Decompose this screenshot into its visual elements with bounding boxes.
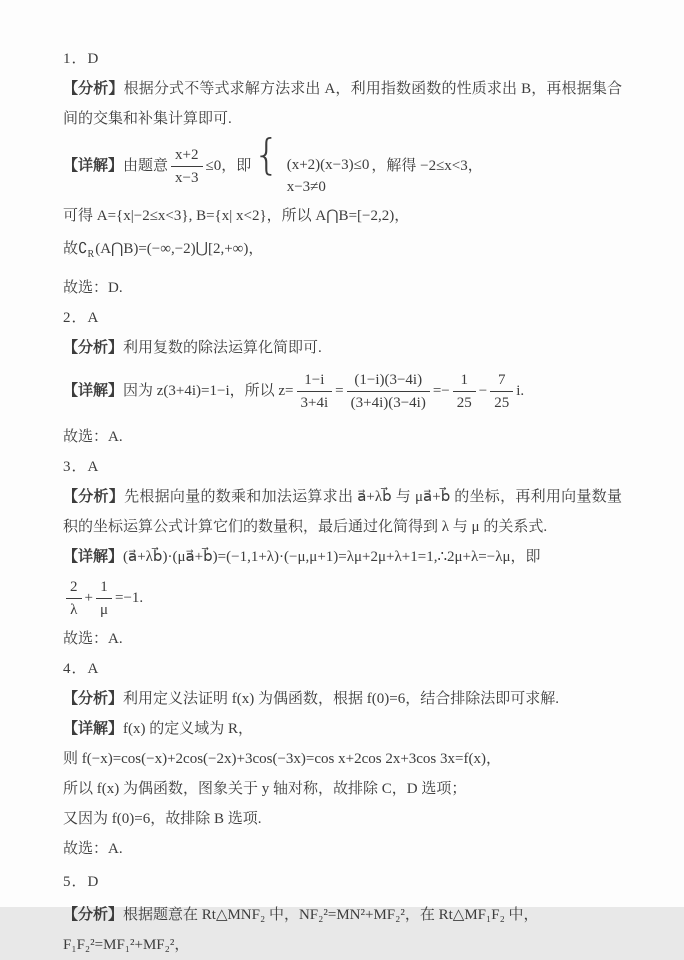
complement-subscript: R [87,249,95,260]
q3-fraction-result: =−1. [115,590,144,606]
q1-step-sets: 可得 A={x|−2≤x<3}, B={x| x<2}，所以 A⋂B=[−2,2)， [63,208,410,224]
equals-sign: = [335,383,344,399]
q4-conclusion: 故选：A. [63,841,123,857]
math-fraction [347,370,430,413]
detail-label: 【详解】 [63,721,124,737]
system-row-1: (x+2)(x−3)≤0 [286,157,370,173]
q2-detail-post: i. [516,383,525,399]
q3-conclusion: 故选：A. [63,631,123,647]
minus-sign: − [478,383,488,399]
q3-analysis-text: 先根据向量的数乘和加法运算求出 a⃗+λb⃗ 与 μa⃗+b⃗ 的坐标，再利用向量数量积的坐标运算公式计算它们的数量积，最后通过化简得到 λ 与 μ 的关系式. [63,489,622,535]
q4-analysis-text: 利用定义法证明 f(x) 为偶函数，根据 f(0)=6，结合排除法即可求解. [123,691,559,707]
q2-detail-formula [63,363,622,419]
q1-detail-post: ，解得 −2≤x<3， [371,158,483,174]
analysis-label: 【分析】 [63,81,124,97]
fraction-numerator: x+2 [171,145,202,167]
complement-prefix: 故∁ [63,241,88,257]
analysis-label: 【分析】 [63,907,124,923]
q1-conclusion: 故选：D. [63,280,123,296]
q1-analysis-text: 根据分式不等式求解方法求出 A，利用指数函数的性质求出 B，再根据集合间的交集和补集计算即可. [63,81,622,127]
q1-step-complement [63,234,622,270]
q2-conclusion: 故选：A. [63,429,123,445]
math-fraction [453,370,476,413]
q4-detail-even-check: 则 f(−x)=cos(−x)+2cos(−2x)+3cos(−3x)=cos x+2cos 2x+3cos 3x=f(x)， [63,751,501,767]
q4-detail1-text: f(x) 的定义域为 R， [123,721,254,737]
q1-analysis [63,74,622,134]
q1-detail-formula [63,130,622,198]
fraction-denominator: 3+4i [300,394,329,411]
fraction-denominator: x−3 [175,169,199,186]
fraction-denominator: (3+4i)(3−4i) [350,394,426,411]
q3-detail [63,542,622,572]
math-fraction [490,370,513,413]
equation-system [253,130,370,198]
q1-detail-mid: ≤0，即 [205,158,252,174]
analysis-label: 【分析】 [63,340,124,356]
fraction-numerator: (1−i)(3−4i) [347,370,430,392]
q3-detail-text: (a⃗+λb⃗)·(μa⃗+b⃗)=(−1,1+λ)·(−μ,μ+1)=λμ+2μ+λ+1=1,∴2μ+λ=−λμ，即 [123,549,541,565]
q1-number-answer: 1．D [63,51,100,67]
fraction-denominator: 25 [456,394,472,411]
q1-detail-pre: 由题意 [123,158,169,174]
equals-minus: =− [432,383,450,399]
detail-label: 【详解】 [63,549,124,565]
fraction-denominator: 25 [494,394,510,411]
detail-label: 【详解】 [63,383,124,399]
q4-number-answer: 4．A [63,661,100,677]
fraction-numerator: 1 [96,577,112,599]
q4-analysis [63,684,622,714]
system-rows [287,154,370,198]
q2-analysis-text: 利用复数的除法运算化简即可. [123,340,322,356]
fraction-numerator: 1 [453,370,476,392]
fraction-denominator: λ [70,601,78,618]
q3-analysis [63,482,622,542]
math-fraction [96,577,112,620]
q3-fraction-equation [63,572,622,624]
q5-analysis-text: 根据题意在 Rt△MNF₂ 中，NF₂²=MN²+MF₂²，在 Rt△MF₁F₂ 中，F₁F₂²=MF₁²+MF₂²， [63,907,539,953]
q4-detail-exclude-b: 又因为 f(0)=6，故排除 B 选项. [63,811,262,827]
analysis-label: 【分析】 [63,489,125,505]
fraction-denominator: μ [99,601,109,618]
left-brace: { [253,130,280,179]
q4-detail-symmetry: 所以 f(x) 为偶函数，图象关于 y 轴对称，故排除 C，D 选项； [63,781,467,797]
math-fraction [66,577,82,620]
fraction-numerator: 7 [490,370,513,392]
q2-number-answer: 2．A [63,310,100,326]
q2-detail-pre: 因为 z(3+4i)=1−i，所以 z= [123,383,294,399]
plus-sign: + [84,590,93,606]
q2-analysis [63,333,622,363]
complement-rest: (A⋂B)=(−∞,−2)⋃[2,+∞)， [95,241,264,257]
math-fraction [297,370,333,413]
q5-number-answer: 5．D [63,874,100,890]
fraction-numerator: 1−i [297,370,333,392]
q3-number-answer: 3．A [63,459,100,475]
fraction-numerator: 2 [66,577,82,599]
q5-analysis [63,900,622,960]
system-row-2: x−3≠0 [286,179,326,195]
analysis-label: 【分析】 [63,691,124,707]
math-fraction [171,145,202,188]
detail-label: 【详解】 [63,158,124,174]
q4-detail-domain [63,714,622,744]
